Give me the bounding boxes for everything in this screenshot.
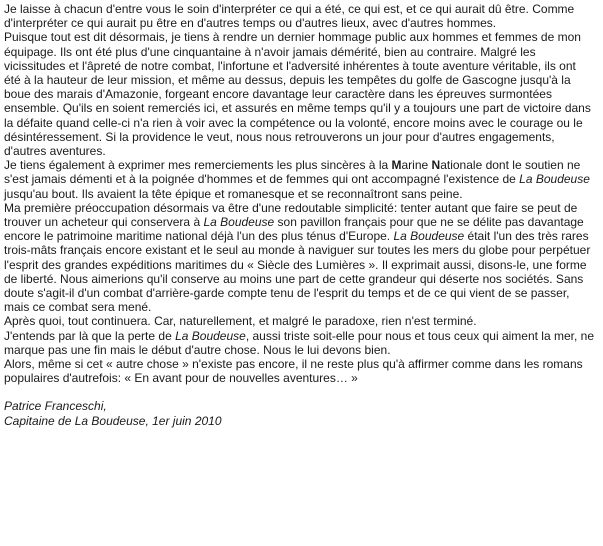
spacer [4,385,594,399]
p3-ationale: ationale [440,158,483,173]
p3-middle: dont le soutien ne s'est jamais démenti et à la poignée d'hommes et de femmes qui ont accompagné l'existence de [4,158,581,187]
paragraph-4 [4,201,594,315]
signature-title-a: Capitaine de [4,413,75,428]
signature-title [4,414,594,428]
p3-after: jusqu'au bout. Ils avaient la tête épique et romanesque et se reconnaîtront sans peine. [4,186,463,201]
ship-name: La Boudeuse [203,215,275,230]
paragraph-6 [4,329,594,357]
paragraph-1: Je laisse à chacun d'entre vous le soin d'interpréter ce qui a été, ce qui est, et ce qui aurait dû être. Comme d'interpréter ce qui aurait pu être en d'autres temps ou d'autres lieux, avec d'autres hommes. [4,2,575,31]
signature-name: Patrice Franceschi, [4,399,107,414]
p4-a: Ma première préoccupation désormais va être d'une redoutable simplicité: tenter autant que faire se peut de trouver un acheteur qui conservera à [4,200,578,230]
ship-name: La Boudeuse [393,229,465,244]
p6-b: , aussi triste soit-elle pour nous et tous ceux qui aiment la mer, ne marque pas une fin mais le début d'autre chose. Nous le lui devons bien. [4,328,594,357]
signature-title-b: , 1er juin 2010 [145,413,222,428]
paragraph-7: Alors, même si cet « autre chose » n'existe pas encore, il ne reste plus qu'à affirmer comme dans les romans populaires d'autrefois: « En avant pour de nouvelles aventures… » [4,357,583,386]
signature-ship-name: La Boudeuse [74,413,146,428]
p3-before: Je tiens également à exprimer mes remerciements les plus sincères à la [4,158,392,173]
ship-name: La Boudeuse [175,328,246,343]
ship-name: La Boudeuse [519,172,590,187]
p4-c: était l'un des très rares trois-mâts français encore existant et le seul au monde à naviguer sur toutes les mers du globe pour perpétuer l'esprit des grandes expéditions maritimes du « Siècle des Lumières ». Il exprimait aussi, disons-le, une forme de liberté. Nous aimerions qu'il conserve au moins une part de cette grandeur qui déserte nos sociétés. Sans doute s'agit-il d'un combat d'arrière-garde compte tenu de l'esprit du temps et de ce qui vient de se passer, mais ce combat sera mené. [4,229,591,315]
paragraph-2: Puisque tout est dit désormais, je tiens à rendre un dernier hommage public aux hommes et femmes de mon équipage. Ils ont été plus d'une cinquantaine à n'avoir jamais démérité, bien au contraire. Malgré les vicissitudes et l'âpreté de notre combat, l'infortune et l'adversité inhérentes à toute aventure véritable, ils ont été à la hauteur de leur mission, et même au dessus, depuis les tempêtes du golfe de Gascogne jusqu'à la boue des marais d'Amazonie, forgeant encore davantage leur caractère dans les épreuves surmontées ensemble. Qu'ils en soient remerciés ici, et assurés en même temps qu'il y a toujours une part de victoire dans la défaite quand celle-ci n'a rien à voir avec la compétence ou la volonté, encore moins avec le courage ou le désintéressement. Si la providence le veut, nous nous retrouverons un jour pour d'autres engagements, d'autres aventures. [4,30,591,159]
p3-initial-n: N [431,158,441,173]
p6-a: J'entends par là que la perte de [4,328,176,343]
p4-b: son pavillon français pour que ne se délite pas davantage encore le patrimoine maritime national déjà l'un des plus ténus d'Europe. [4,215,584,244]
p3-arine: arine [401,158,432,173]
p3-initial-m: M [391,158,402,173]
paragraph-5: Après quoi, tout continuera. Car, naturellement, et malgré le paradoxe, rien n'est terminé. [4,314,477,329]
paragraph-3 [4,158,594,201]
